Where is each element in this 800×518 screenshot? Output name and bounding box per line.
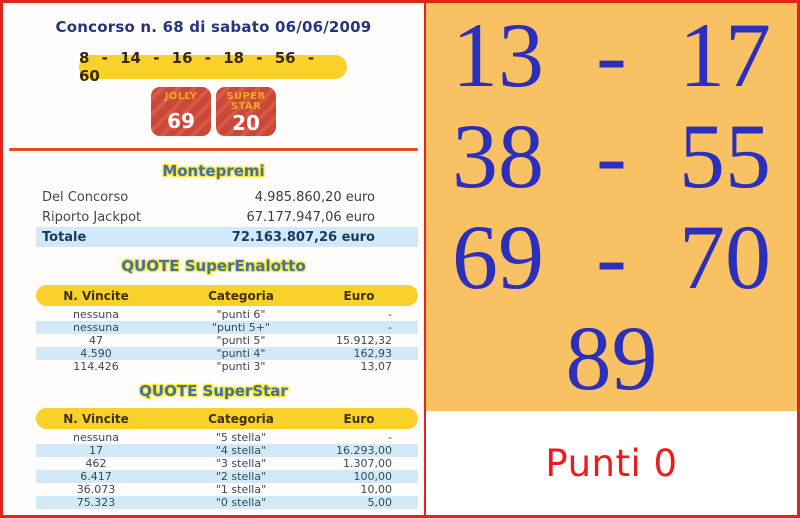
cell-categoria: "0 stella" bbox=[215, 496, 267, 509]
quote-superstar-title: QUOTE SuperStar bbox=[139, 382, 288, 400]
quote-superstar-table bbox=[36, 431, 418, 509]
cell-vincite: 17 bbox=[89, 444, 103, 457]
cell-euro: 16.293,00 bbox=[336, 444, 392, 457]
cell-vincite: 462 bbox=[85, 457, 107, 470]
cell-vincite: 47 bbox=[89, 334, 103, 347]
quote-superenalotto-title: QUOTE SuperEnalotto bbox=[121, 257, 306, 275]
played-numbers-line bbox=[426, 106, 797, 207]
quote-superenalotto-header bbox=[36, 285, 418, 306]
montepremi-row bbox=[36, 187, 418, 207]
table-row bbox=[36, 431, 418, 444]
played-numbers-board bbox=[426, 3, 797, 411]
separator-line bbox=[9, 148, 418, 151]
superstar-number: 20 bbox=[232, 111, 260, 135]
cell-categoria: "5 stella" bbox=[215, 431, 267, 444]
cell-categoria: "punti 5+" bbox=[211, 321, 271, 334]
page-title: Concorso n. 68 di sabato 06/06/2009 bbox=[55, 18, 372, 36]
montepremi-row-value: 72.163.807,26 euro bbox=[231, 229, 375, 245]
table-row bbox=[36, 321, 418, 334]
cell-vincite: 36.073 bbox=[76, 483, 116, 496]
montepremi-row-label: Totale bbox=[42, 229, 87, 245]
cell-euro: 100,00 bbox=[353, 470, 392, 483]
column-header: Categoria bbox=[208, 288, 274, 303]
cell-vincite: nessuna bbox=[73, 308, 119, 321]
column-header: Euro bbox=[343, 288, 375, 303]
played-number: 38 bbox=[452, 105, 544, 207]
cell-euro: 13,07 bbox=[360, 360, 392, 373]
played-number: 17 bbox=[678, 4, 771, 106]
cell-euro: 162,93 bbox=[353, 347, 392, 360]
cell-categoria: "punti 4" bbox=[216, 347, 266, 360]
table-row bbox=[36, 457, 418, 470]
quote-superenalotto-table bbox=[36, 308, 418, 373]
played-number: 69 bbox=[452, 206, 544, 308]
column-header: N. Vincite bbox=[63, 411, 129, 426]
cell-euro: - bbox=[388, 321, 392, 334]
played-number: 89 bbox=[565, 307, 658, 409]
table-row bbox=[36, 444, 418, 457]
table-row bbox=[36, 496, 418, 509]
table-row bbox=[36, 360, 418, 373]
cell-euro: 1.307,00 bbox=[343, 457, 392, 470]
played-numbers-panel bbox=[426, 3, 797, 515]
montepremi-row-value: 4.985.860,20 euro bbox=[254, 189, 375, 205]
punti-area bbox=[426, 411, 797, 515]
montepremi-row-value: 67.177.947,06 euro bbox=[246, 209, 375, 225]
column-header: N. Vincite bbox=[63, 288, 129, 303]
cell-euro: - bbox=[388, 431, 392, 444]
cell-vincite: 6.417 bbox=[80, 470, 112, 483]
column-header: Categoria bbox=[208, 411, 274, 426]
table-row bbox=[36, 308, 418, 321]
cell-euro: 10,00 bbox=[360, 483, 392, 496]
played-number: 13 bbox=[452, 4, 544, 106]
cell-euro: 5,00 bbox=[367, 496, 392, 509]
punti-result: Punti 0 bbox=[545, 441, 678, 485]
montepremi-table bbox=[36, 187, 418, 247]
number-dash: - bbox=[596, 105, 627, 207]
cell-categoria: "1 stella" bbox=[215, 483, 267, 496]
jolly-box bbox=[151, 87, 211, 136]
played-numbers-line bbox=[426, 207, 797, 308]
montepremi-total-row bbox=[36, 227, 418, 247]
montepremi-row-label: Del Concorso bbox=[42, 189, 129, 205]
results-panel bbox=[3, 3, 424, 515]
cell-vincite: nessuna bbox=[73, 321, 119, 334]
table-row bbox=[36, 334, 418, 347]
montepremi-title: Montepremi bbox=[162, 162, 265, 180]
superstar-label: SUPER STAR bbox=[226, 91, 266, 112]
cell-euro: - bbox=[388, 308, 392, 321]
cell-categoria: "3 stella" bbox=[215, 457, 267, 470]
played-number: 70 bbox=[678, 206, 771, 308]
montepremi-row bbox=[36, 207, 418, 227]
played-numbers-line bbox=[426, 308, 797, 409]
winning-numbers-bar: 8 - 14 - 16 - 18 - 56 - 60 bbox=[79, 55, 347, 79]
cell-categoria: "punti 5" bbox=[216, 334, 266, 347]
quote-superstar-header bbox=[36, 408, 418, 429]
cell-categoria: "punti 6" bbox=[216, 308, 266, 321]
superstar-box bbox=[216, 87, 276, 136]
number-dash: - bbox=[596, 206, 627, 308]
jolly-label: JOLLY bbox=[164, 91, 198, 102]
played-numbers-line bbox=[426, 5, 797, 106]
montepremi-row-label: Riporto Jackpot bbox=[42, 209, 142, 225]
cell-categoria: "2 stella" bbox=[215, 470, 267, 483]
bonus-numbers bbox=[3, 87, 424, 136]
column-header: Euro bbox=[343, 411, 375, 426]
table-row bbox=[36, 483, 418, 496]
jolly-number: 69 bbox=[167, 109, 195, 133]
table-row bbox=[36, 347, 418, 360]
cell-vincite: 114.426 bbox=[73, 360, 119, 373]
cell-categoria: "punti 3" bbox=[216, 360, 266, 373]
cell-categoria: "4 stella" bbox=[215, 444, 267, 457]
cell-euro: 15.912,32 bbox=[336, 334, 392, 347]
cell-vincite: nessuna bbox=[73, 431, 119, 444]
table-row bbox=[36, 470, 418, 483]
cell-vincite: 75.323 bbox=[76, 496, 116, 509]
played-number: 55 bbox=[678, 105, 771, 207]
cell-vincite: 4.590 bbox=[80, 347, 112, 360]
number-dash: - bbox=[596, 4, 627, 106]
